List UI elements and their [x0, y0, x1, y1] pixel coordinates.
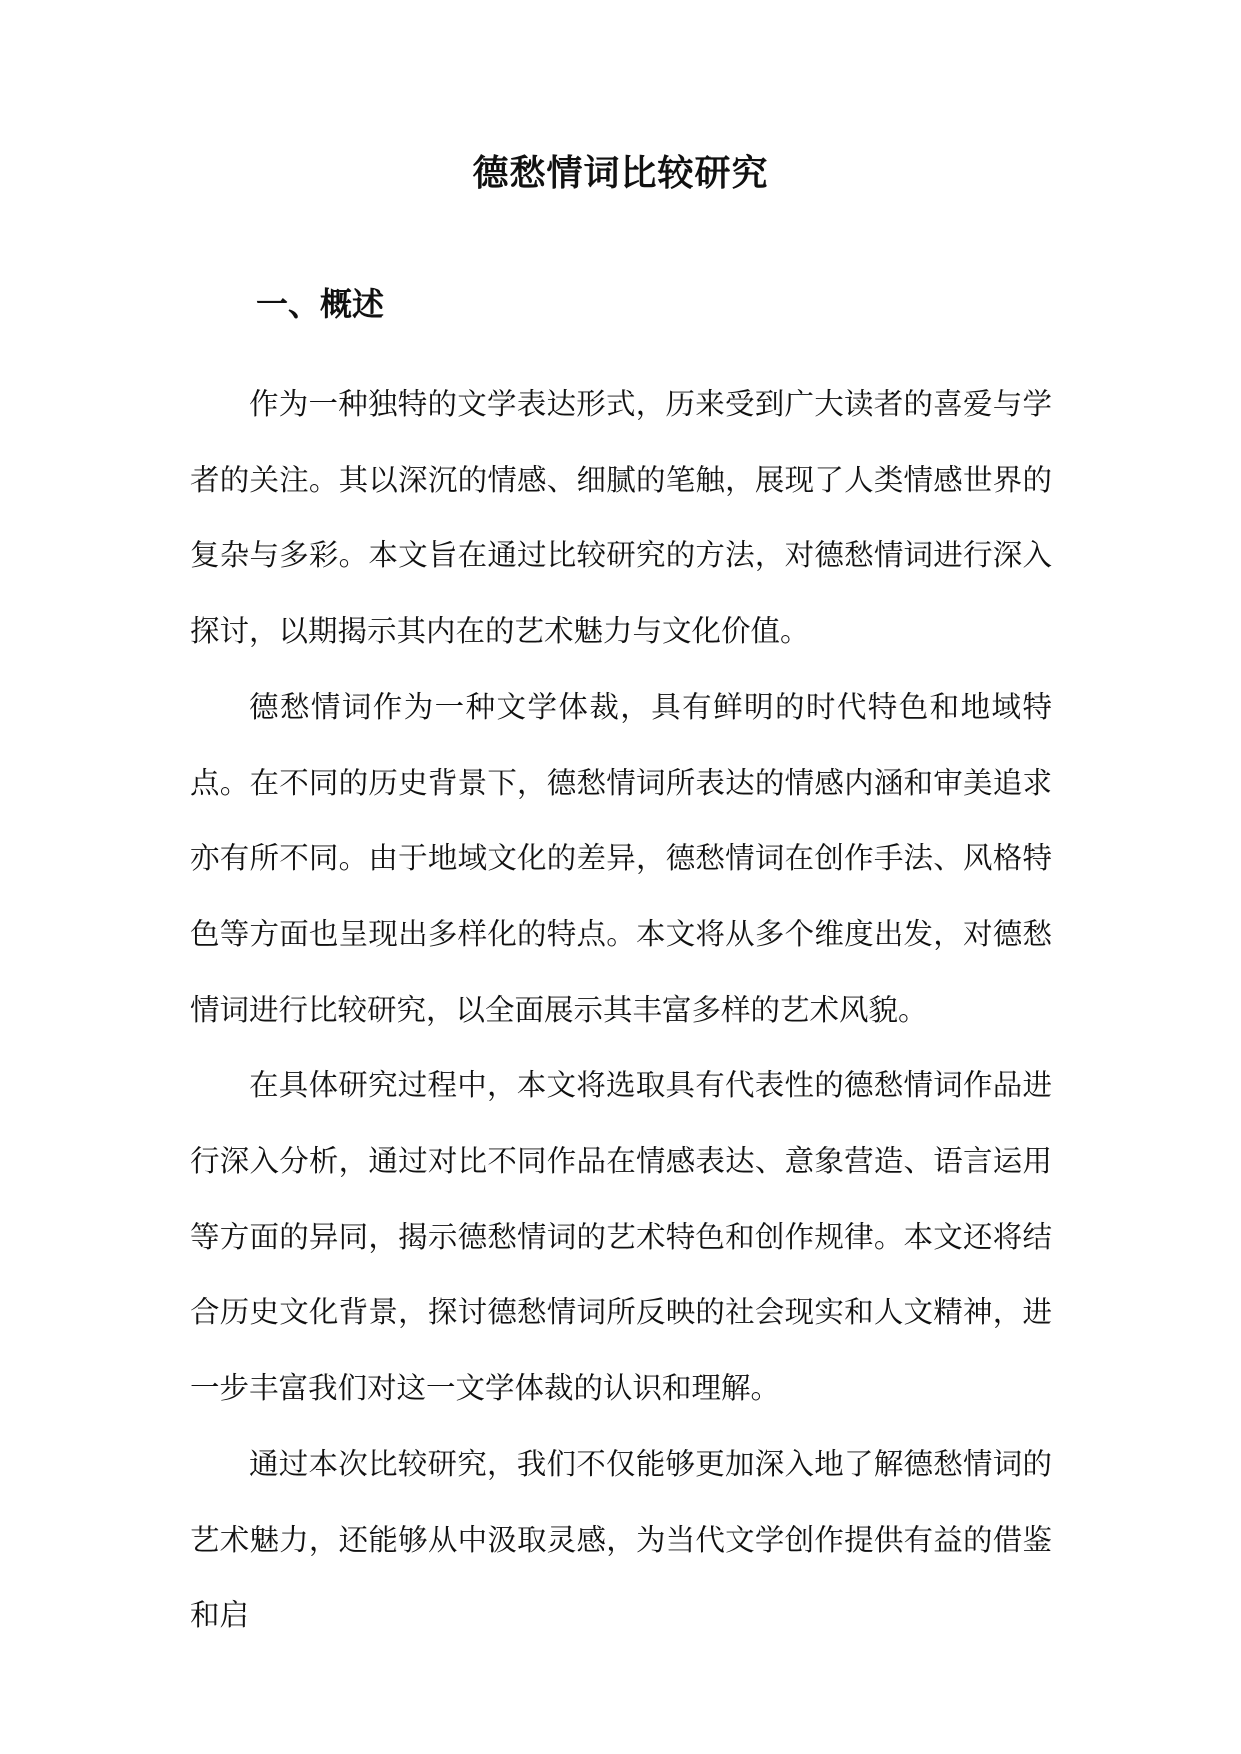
paragraph: 德愁情词作为一种文学体裁，具有鲜明的时代特色和地域特点。在不同的历史背景下，德愁情词所表达的情感内涵和审美追求亦有所不同。由于地域文化的差异，德愁情词在创作手法、风格特色等方面也呈现出多样化的特点。本文将从多个维度出发，对德愁情词进行比较研究，以全面展示其丰富多样的艺术风貌。 — [190, 689, 1052, 1027]
document-body — [190, 367, 1052, 1654]
paragraph: 通过本次比较研究，我们不仅能够更加深入地了解德愁情词的艺术魅力，还能够从中汲取灵感，为当代文学创作提供有益的借鉴和启 — [190, 1446, 1052, 1633]
document-title: 德愁情词比较研究 — [472, 152, 769, 194]
paragraph: 在具体研究过程中，本文将选取具有代表性的德愁情词作品进行深入分析，通过对比不同作品在情感表达、意象营造、语言运用等方面的异同，揭示德愁情词的艺术特色和创作规律。本文还将结合历史文化背景，探讨德愁情词所反映的社会现实和人文精神，进一步丰富我们对这一文学体裁的认识和理解。 — [190, 1068, 1052, 1406]
paragraph: 作为一种独特的文学表达形式，历来受到广大读者的喜爱与学者的关注。其以深沉的情感、细腻的笔触，展现了人类情感世界的复杂与多彩。本文旨在通过比较研究的方法，对德愁情词进行深入探讨，以期揭示其内在的艺术魅力与文化价值。 — [190, 387, 1052, 649]
section-heading: 一、概述 — [256, 285, 385, 323]
